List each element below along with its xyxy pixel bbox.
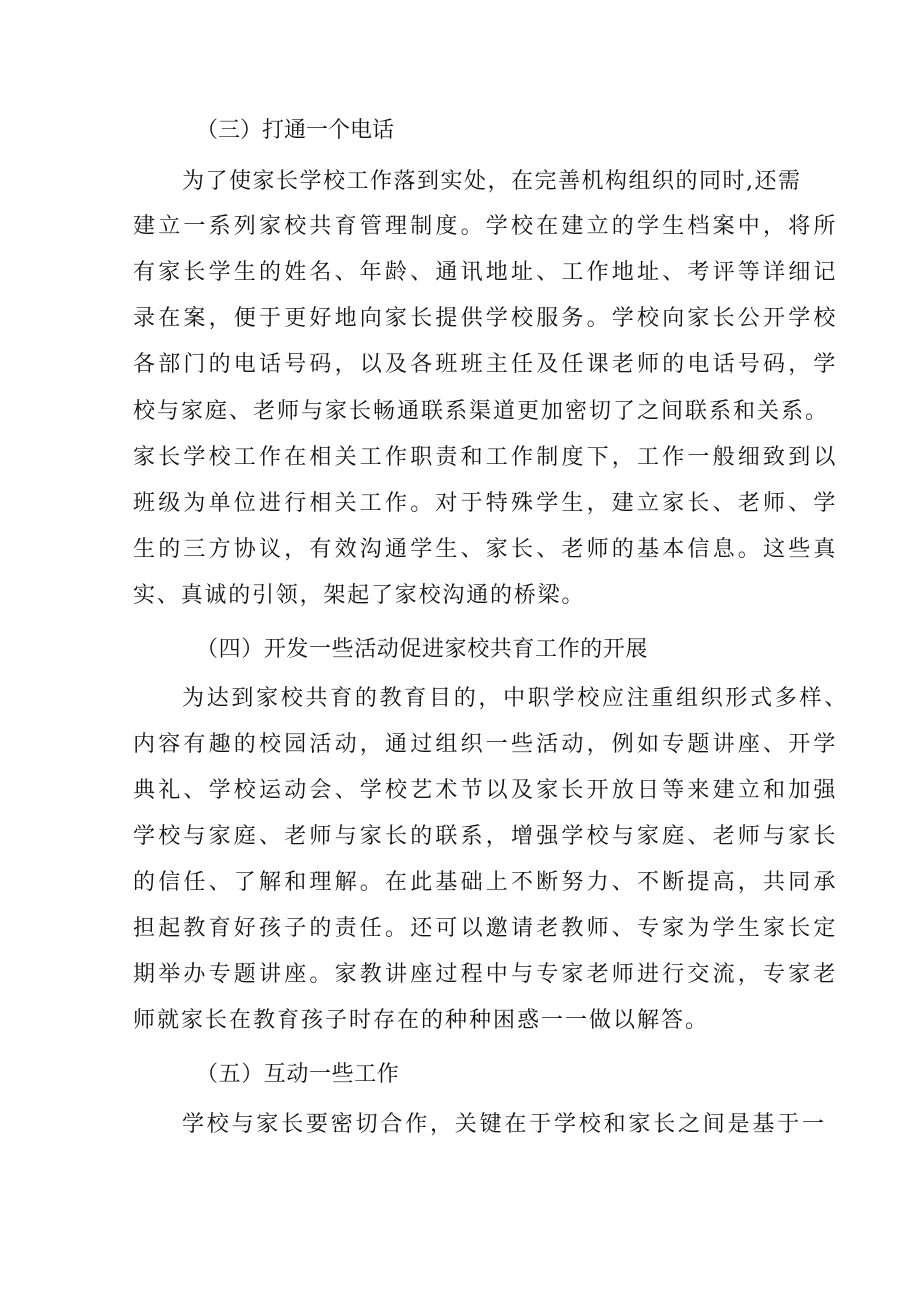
paragraph-line: 期举办专题讲座。家教讲座过程中与专家老师进行交流，专家老 (133, 962, 839, 987)
paragraph-line: 建立一系列家校共育管理制度。学校在建立的学生档案中，将所 (133, 214, 839, 239)
paragraph-line: 的信任、了解和理解。在此基础上不断努力、不断提高，共同承 (133, 870, 839, 895)
paragraph-line: 班级为单位进行相关工作。对于特殊学生，建立家长、老师、学 (133, 491, 839, 516)
paragraph-line: 校与家庭、老师与家长畅通联系渠道更加密切了之间联系和关系。 (133, 399, 830, 424)
paragraph-line: 担起教育好孩子的责任。还可以邀请老教师、专家为学生家长定 (133, 916, 839, 941)
paragraph-line: 师就家长在教育孩子时存在的种种困惑一一做以解答。 (133, 1008, 710, 1033)
section-heading-3: （三）打通一个电话 (196, 118, 395, 143)
paragraph-line: 各部门的电话号码，以及各班班主任及任课老师的电话号码，学 (133, 352, 839, 377)
paragraph-line: 为了使家长学校工作落到实处，在完善机构组织的同时,还需 (182, 169, 802, 194)
paragraph-line: 学校与家庭、老师与家长的联系，增强学校与家庭、老师与家长 (133, 824, 839, 849)
paragraph-line: 实、真诚的引领，架起了家校沟通的桥梁。 (133, 583, 586, 608)
section-heading-5: （五）互动一些工作 (196, 1062, 400, 1087)
section-heading-4: （四）开发一些活动促进家校共育工作的开展 (196, 637, 649, 662)
paragraph-line: 典礼、学校运动会、学校艺术节以及家长开放日等来建立和加强 (133, 778, 839, 803)
paragraph-line: 为达到家校共育的教育目的，中职学校应注重组织形式多样、 (182, 686, 849, 711)
paragraph-line: 生的三方协议，有效沟通学生、家长、老师的基本信息。这些真 (133, 537, 839, 562)
paragraph-line: 内容有趣的校园活动，通过组织一些活动，例如专题讲座、开学 (133, 732, 839, 757)
paragraph-line: 有家长学生的姓名、年龄、通讯地址、工作地址、考评等详细记 (133, 260, 839, 285)
paragraph-line: 学校与家长要密切合作，关键在于学校和家长之间是基于一 (182, 1112, 827, 1137)
paragraph-line: 录在案，便于更好地向家长提供学校服务。学校向家长公开学校 (133, 306, 839, 331)
paragraph-line: 家长学校工作在相关工作职责和工作制度下，工作一般细致到以 (133, 445, 839, 470)
